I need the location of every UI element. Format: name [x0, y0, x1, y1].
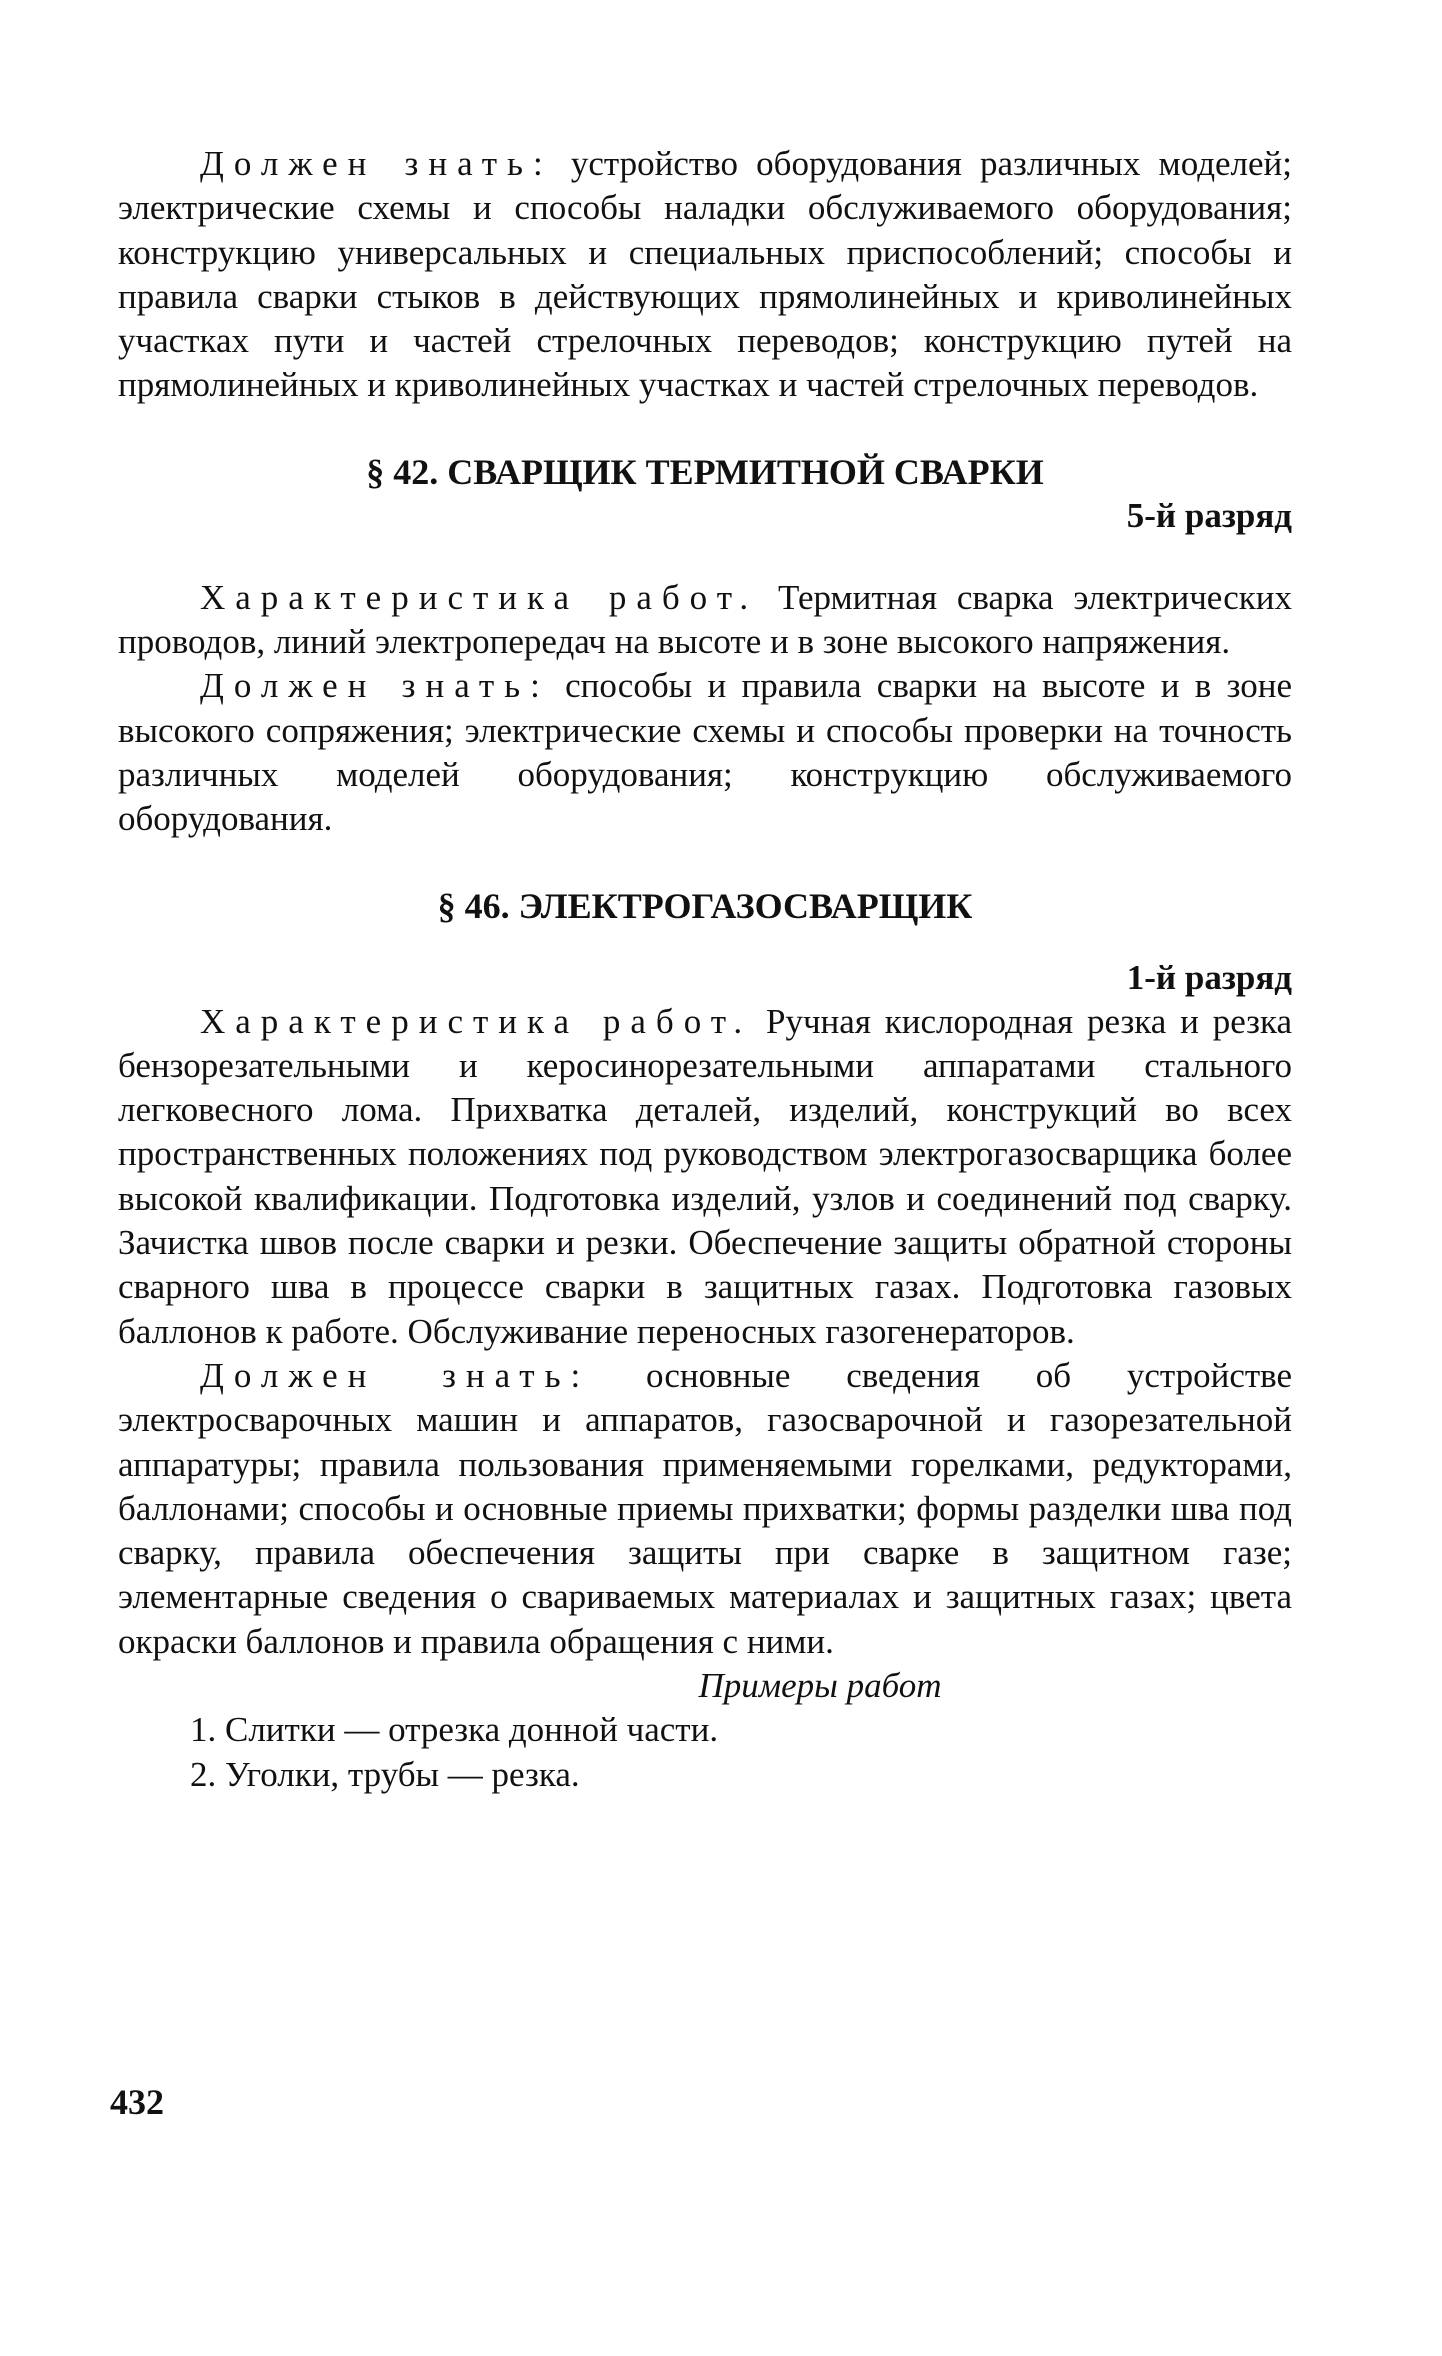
- example-item: 1. Слитки — отрезка донной части.: [190, 1710, 719, 1750]
- section-46-title: § 46. ЭЛЕКТРОГАЗОСВАРЩИК: [437, 885, 973, 926]
- characteristics-text: Ручная кислородная резка и резка бензорезательными и керосинорезательными аппаратами стального легковесного лома. Прихватка деталей, изделий, конструкций во всех пространственных положениях под руководством электрогазосварщика более высокой квалификации. Подготовка изделий, узлов и соединений под сварку. Зачистка швов после сварки и резки. Обеспечение защиты обратной стороны сварного шва в процессе сварки в защитных газах. Подготовка газовых баллонов к работе. Обслуживание переносных газогенераторов.: [118, 1001, 1292, 1351]
- example-item: 2. Уголки, трубы — резка.: [190, 1754, 580, 1794]
- section-42-knowledge: [118, 664, 1292, 841]
- page-number: 432: [110, 2082, 164, 2122]
- section-46-grade: 1-й разряд: [1126, 957, 1292, 997]
- characteristics-text: Термитная сварка электрических проводов, линий электропередач на высоте и в зоне высокого напряжения.: [118, 577, 1292, 662]
- knowledge-text: устройство оборудования различных моделей; электрические схемы и способы наладки обслуживаемого оборудования; конструкцию универсальных и специальных приспособлений; способы и правила сварки стыков в действующих прямолинейных и криволинейных участках пути и частей стрелочных переводов; конструкцию путей на прямолинейных и криволинейных участках и частей стрелочных переводов.: [118, 144, 1292, 405]
- section-46-knowledge: [118, 1354, 1292, 1664]
- characteristics-lead: Характеристика работ.: [200, 577, 759, 617]
- section-42-grade: 5-й разряд: [1126, 495, 1292, 535]
- page-body: [118, 142, 1292, 1797]
- section-42-characteristics: [118, 576, 1292, 665]
- characteristics-lead: Характеристика работ.: [200, 1001, 753, 1041]
- knowledge-lead: Должен знать:: [200, 666, 550, 706]
- knowledge-text: способы и правила сварки на высоте и в зоне высокого сопряжения; электрические схемы и способы проверки на точность различных моделей оборудования; конструкцию обслуживаемого оборудования.: [118, 666, 1293, 839]
- knowledge-lead: Должен знать:: [200, 144, 553, 183]
- knowledge-lead: Должен знать:: [200, 1355, 591, 1395]
- section-42-title: § 42. СВАРЩИК ТЕРМИТНОЙ СВАРКИ: [366, 451, 1044, 492]
- knowledge-text: основные сведения об устройстве электросварочных машин и аппаратов, газосварочной и газорезательной аппаратуры; правила пользования применяемыми горелками, редукторами, баллонами; способы и основные приемы прихватки; формы разделки шва под сварку, правила обеспечения защиты при сварке в защитном газе; элементарные сведения о свариваемых материалах и защитных газах; цвета окраски баллонов и правила обращения с ними.: [118, 1355, 1292, 1661]
- knowledge-paragraph: [118, 142, 1292, 408]
- examples-title: Примеры работ: [698, 1666, 942, 1706]
- section-46-characteristics: [118, 1000, 1292, 1354]
